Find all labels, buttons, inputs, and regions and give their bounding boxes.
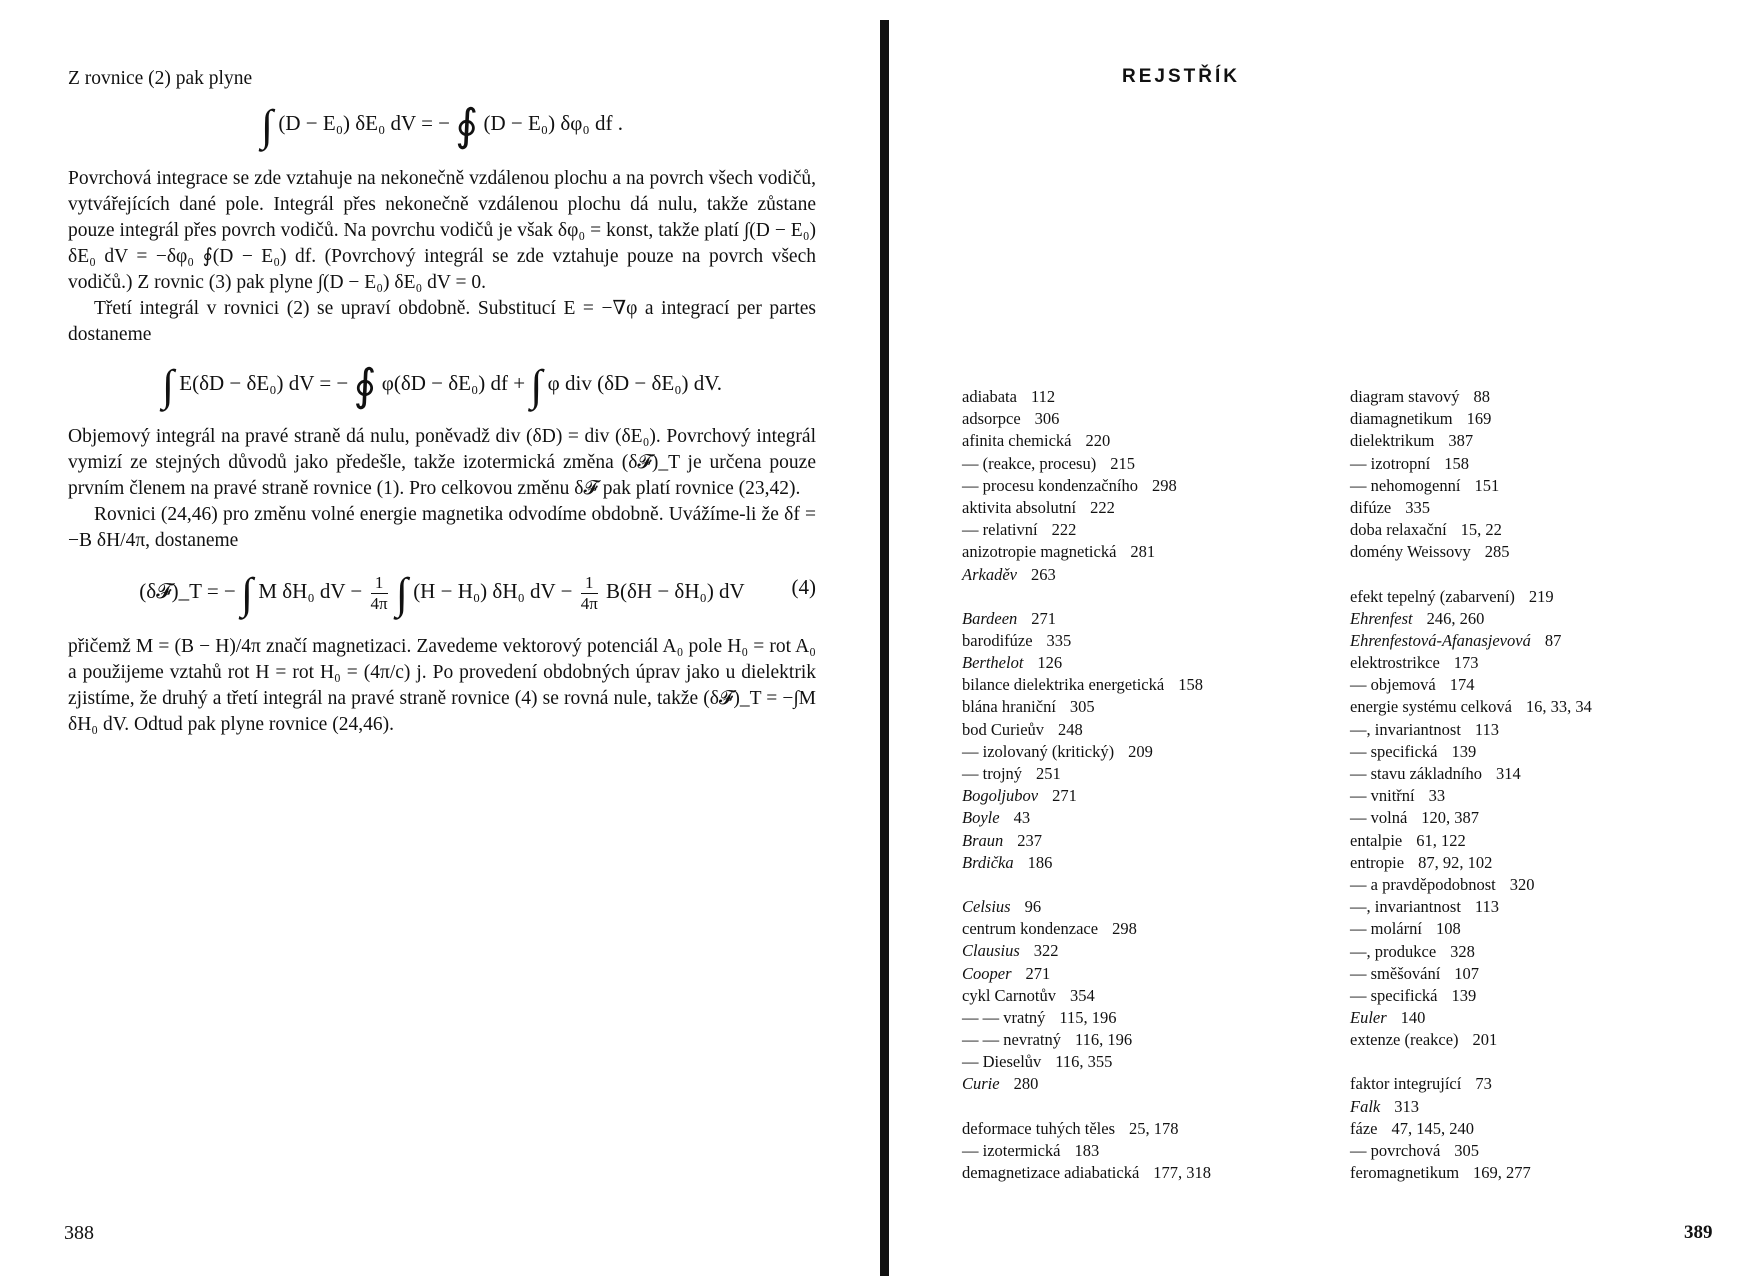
index-entry [1350, 719, 1730, 741]
index-pages: 271 [1052, 786, 1077, 806]
index-pages: 139 [1451, 985, 1477, 1005]
index-pages: 271 [1025, 963, 1051, 983]
index-entry [1350, 874, 1730, 896]
index-pages: 113 [1474, 719, 1500, 739]
index-term: entalpie [1350, 830, 1403, 850]
fraction [371, 573, 388, 614]
index-term: afinita chemická [962, 431, 1072, 451]
index-pages: 25, 178 [1129, 1118, 1179, 1138]
index-pages: 201 [1472, 1030, 1498, 1050]
index-pages: 126 [1037, 653, 1063, 673]
index-term: —, invariantnost [1350, 719, 1461, 739]
index-term: blána hraniční [962, 697, 1056, 717]
fraction [581, 573, 598, 614]
index-pages: 314 [1495, 764, 1521, 783]
fraction-denominator: 4π [580, 593, 598, 613]
index-term: — nehomogenní [1350, 475, 1461, 495]
index-pages: 139 [1451, 741, 1477, 761]
index-entry [1350, 1073, 1730, 1095]
index-entry [962, 630, 1322, 652]
index-term: Bogoljubov [962, 786, 1039, 806]
index-pages: 61, 122 [1416, 830, 1466, 850]
index-entry [962, 453, 1322, 475]
fraction-numerator: 1 [371, 573, 388, 594]
index-pages: 354 [1069, 985, 1095, 1005]
index-term: — (reakce, procesu) [962, 453, 1097, 473]
index-term: bod Curieův [962, 719, 1045, 739]
equation-3-part-a: (δ𝓕)_T = − [139, 579, 236, 603]
index-pages: 158 [1178, 675, 1203, 695]
index-term: barodifúze [962, 630, 1033, 650]
index-term: feromagnetikum [1350, 1163, 1460, 1183]
index-entry [962, 541, 1322, 563]
index-term: Curie [962, 1074, 1000, 1094]
index-pages: 115, 196 [1059, 1007, 1117, 1027]
index-pages: 112 [1030, 387, 1056, 406]
intro-line: Z rovnice (2) pak plyne [68, 68, 253, 89]
index-entry [962, 1140, 1322, 1162]
index-pages: 219 [1528, 586, 1554, 606]
index-entry [1350, 1140, 1730, 1162]
index-term: elektrostrikce [1350, 653, 1440, 673]
index-column-1 [962, 386, 1322, 1184]
index-pages: 140 [1400, 1008, 1426, 1028]
equation-1 [68, 101, 816, 150]
index-entry [1350, 453, 1730, 475]
index-pages: 113 [1474, 897, 1500, 917]
index-entry [962, 408, 1322, 430]
index-pages: 335 [1046, 630, 1072, 650]
index-entry [1350, 475, 1730, 497]
index-entry [1350, 807, 1730, 829]
index-term: Cooper [962, 963, 1012, 983]
index-entry [1350, 541, 1730, 563]
index-pages: 120, 387 [1421, 808, 1480, 828]
index-pages: 107 [1454, 963, 1480, 983]
index-pages: 173 [1453, 653, 1479, 673]
paragraph-2: Třetí integrál v rovnici (2) se upraví obdobně. Substitucí E = −∇φ a integrací per partes dostaneme [68, 298, 816, 345]
equation-3 [68, 569, 816, 618]
index-term: faktor integrující [1350, 1074, 1462, 1094]
index-entry [1350, 408, 1730, 430]
index-pages: 237 [1017, 830, 1042, 850]
index-term: Boyle [962, 808, 1000, 828]
index-term: Berthelot [962, 653, 1024, 673]
index-entry [1350, 586, 1730, 608]
index-pages: 313 [1394, 1096, 1419, 1116]
index-pages: 209 [1128, 741, 1153, 761]
index-entry [1350, 830, 1730, 852]
index-term: — specifická [1350, 985, 1438, 1005]
index-pages: 281 [1130, 542, 1156, 562]
index-entry [962, 475, 1322, 497]
index-term: aktivita absolutní [962, 497, 1077, 517]
index-entry [1350, 918, 1730, 940]
index-entry [962, 1073, 1322, 1095]
index-term: — směšování [1350, 963, 1441, 983]
index-entry [962, 741, 1322, 763]
index-pages: 87, 92, 102 [1418, 852, 1493, 872]
index-pages: 220 [1085, 431, 1111, 451]
index-pages: 271 [1031, 608, 1057, 628]
index-term: adsorpce [962, 409, 1021, 429]
index-entry [1350, 1029, 1730, 1051]
index-term: Ehrenfestová-Afanasjevová [1350, 630, 1531, 650]
index-term: entropie [1350, 852, 1405, 872]
equation-2-part-b: φ(δD − δE₀) df + [381, 371, 526, 395]
index-pages: 222 [1090, 497, 1115, 517]
text-column [68, 66, 816, 738]
index-term: Clausius [962, 941, 1020, 961]
index-term: Euler [1350, 1008, 1387, 1028]
equation-number: (4) [791, 575, 816, 599]
fraction-denominator: 4π [370, 593, 388, 613]
index-pages: 320 [1509, 874, 1535, 894]
index-term: — trojný [962, 764, 1023, 783]
index-entry [962, 985, 1322, 1007]
index-pages: 116, 196 [1074, 1030, 1133, 1050]
index-entry [962, 1029, 1322, 1051]
index-entry [1350, 608, 1730, 630]
contour-integral-sign: ∮ [353, 361, 377, 410]
contour-integral-sign: ∮ [455, 101, 479, 150]
index-term: — izotropní [1350, 453, 1431, 473]
equation-3-part-c: (H − H₀) δH₀ dV − [413, 579, 573, 603]
index-entry [1350, 941, 1730, 963]
index-pages: 305 [1454, 1141, 1480, 1160]
index-pages: 298 [1112, 919, 1137, 939]
index-pages: 108 [1435, 919, 1461, 939]
index-term: — Dieselův [962, 1052, 1042, 1072]
index-term: adiabata [962, 387, 1017, 406]
index-term: — — vratný [962, 1007, 1046, 1027]
index-pages: 169, 277 [1473, 1163, 1531, 1183]
index-pages: 306 [1034, 409, 1060, 429]
index-term: — procesu kondenzačního [962, 475, 1138, 495]
index-entry [962, 918, 1322, 940]
index-term: — relativní [962, 520, 1038, 540]
index-pages: 73 [1475, 1074, 1492, 1094]
index-term: — stavu základního [1350, 764, 1482, 783]
index-pages: 43 [1013, 808, 1031, 828]
index-pages: 96 [1024, 896, 1042, 916]
index-term: — molární [1350, 919, 1422, 939]
index-pages: 322 [1033, 941, 1059, 961]
index-term: diamagnetikum [1350, 409, 1453, 429]
index-entry [1350, 763, 1730, 785]
equation-1-lhs: (D − E₀) δE₀ dV = − [278, 111, 451, 135]
index-term: domény Weissovy [1350, 542, 1471, 562]
index-term: anizotropie magnetická [962, 542, 1117, 562]
index-pages: 16, 33, 34 [1525, 697, 1592, 717]
index-entry [1350, 1162, 1730, 1184]
index-entry [962, 785, 1322, 807]
index-entry [1350, 1096, 1730, 1118]
index-pages: 251 [1036, 764, 1061, 783]
page-number-left: 388 [64, 1222, 94, 1244]
index-term: Falk [1350, 1096, 1381, 1116]
index-entry [962, 963, 1322, 985]
equation-3-part-b: M δH₀ dV − [258, 579, 363, 603]
index-pages: 280 [1013, 1074, 1039, 1094]
index-entry [962, 1118, 1322, 1140]
index-term: Brdička [962, 852, 1014, 872]
index-entry [962, 1007, 1322, 1029]
index-entry [962, 608, 1322, 630]
index-pages: 285 [1484, 542, 1510, 562]
index-pages: 215 [1110, 453, 1135, 473]
index-entry [1350, 963, 1730, 985]
index-pages: 246, 260 [1426, 608, 1485, 628]
index-title: REJSTŘÍK [1122, 66, 1240, 87]
index-entry [1350, 430, 1730, 452]
index-pages: 158 [1444, 453, 1469, 473]
index-term: — povrchová [1350, 1141, 1441, 1160]
index-entry [1350, 497, 1730, 519]
index-entry [962, 386, 1322, 408]
index-term: efekt tepelný (zabarvení) [1350, 586, 1515, 606]
index-pages: 387 [1448, 431, 1474, 451]
index-term: diagram stavový [1350, 387, 1460, 406]
index-entry [962, 1162, 1322, 1184]
index-term: — vnitřní [1350, 786, 1415, 806]
index-pages: 186 [1027, 852, 1053, 872]
integral-sign: ∫ [241, 569, 254, 618]
equation-2 [68, 361, 816, 410]
index-entry [1350, 896, 1730, 918]
index-pages: 151 [1474, 475, 1500, 495]
index-term: bilance dielektrika energetická [962, 675, 1165, 695]
paragraph-5: přičemž M = (B − H)/4π značí magnetizaci. Zavedeme vektorový potenciál A₀ pole H₀ = rot A₀ a použijeme vztahů rot H = rot H₀ = (4π/c) j. Po provedení obdobných úprav jako u dielektrik zjistíme, že druhý a třetí integrál na pravé straně rovnice (4) se rovná nule, takže (δ𝓕)_T = −∫M δH₀ dV. Odtud pak plyne rovnice (24,46). [68, 636, 816, 735]
equation-2-part-c: φ div (δD − δE₀) dV. [547, 371, 723, 395]
index-term: Celsius [962, 896, 1011, 916]
index-pages: 15, 22 [1460, 520, 1502, 540]
index-pages: 328 [1450, 941, 1475, 961]
index-term: — objemová [1350, 675, 1436, 695]
index-entry [962, 807, 1322, 829]
index-pages: 169 [1466, 409, 1492, 429]
index-pages: 263 [1030, 564, 1056, 584]
index-term: Ehrenfest [1350, 608, 1413, 628]
index-entry [962, 430, 1322, 452]
index-term: Bardeen [962, 608, 1018, 628]
equation-3-part-d: B(δH − δH₀) dV [606, 579, 745, 603]
index-term: — specifická [1350, 741, 1438, 761]
index-entry [962, 830, 1322, 852]
index-pages: 47, 145, 240 [1391, 1118, 1474, 1138]
index-entry [1350, 696, 1730, 718]
index-pages: 174 [1449, 675, 1475, 695]
index-entry [962, 519, 1322, 541]
index-pages: 183 [1074, 1140, 1100, 1160]
integral-sign: ∫ [530, 361, 543, 410]
index-term: — volná [1350, 808, 1408, 828]
index-term: —, produkce [1350, 941, 1437, 961]
index-entry [962, 696, 1322, 718]
index-entry [1350, 630, 1730, 652]
paragraph-4: Rovnici (24,46) pro změnu volné energie magnetika odvodíme obdobně. Uvážíme-li že δf = −B δH/4π, dostaneme [68, 504, 816, 551]
index-pages: 33 [1428, 786, 1446, 806]
index-entry [962, 763, 1322, 785]
index-entry [1350, 785, 1730, 807]
index-term: doba relaxační [1350, 520, 1447, 540]
integral-sign: ∫ [261, 101, 274, 150]
integral-sign: ∫ [395, 569, 408, 618]
index-term: — — nevratný [962, 1030, 1061, 1050]
index-entry [1350, 386, 1730, 408]
fraction-numerator: 1 [581, 573, 598, 594]
index-entry [1350, 985, 1730, 1007]
equation-1-rhs: (D − E₀) δφ₀ df . [483, 111, 623, 135]
index-entry [1350, 652, 1730, 674]
index-pages: 335 [1405, 497, 1430, 517]
index-term: difúze [1350, 497, 1392, 517]
index-entry [1350, 519, 1730, 541]
index-pages: 116, 355 [1055, 1052, 1113, 1072]
index-entry [962, 674, 1322, 696]
index-pages: 222 [1051, 520, 1077, 540]
paragraph-1: Povrchová integrace se zde vztahuje na nekonečně vzdálenou plochu a na povrch všech vodičů, vytvářejících dané pole. Integrál přes nekonečně vzdálenou plochu dá nulu, takže zůstane pouze integrál přes povrch vodičů. Na povrchu vodičů je však δφ₀ = konst, takže platí ∫(D − E₀) δE₀ dV = −δφ₀ ∮(D − E₀) df. (Povrchový integrál se zde vztahuje pouze na povrch všech vodičů.) Z rovnic (3) pak plyne ∫(D − E₀) δE₀ dV = 0. [68, 168, 816, 293]
index-column-2 [1350, 386, 1730, 1184]
index-entry [1350, 741, 1730, 763]
index-pages: 177, 318 [1153, 1163, 1212, 1182]
index-term: centrum kondenzace [962, 919, 1099, 939]
paragraph-3: Objemový integrál na pravé straně dá nulu, poněvadž div (δD) = div (δE₀). Povrchový integrál vymizí ze stejných důvodů jako předešle, takže izotermická změna (δ𝓕)_T je určena pouze prvním členem na pravé straně rovnice (1). Pro celkovou změnu δ𝓕 pak platí rovnice (23,42). [68, 426, 816, 499]
index-entry [1350, 852, 1730, 874]
page-number-right: 389 [1684, 1222, 1713, 1243]
index-term: — a pravděpodobnost [1350, 874, 1496, 894]
index-entry [962, 1051, 1322, 1073]
index-term: energie systému celková [1350, 697, 1512, 717]
index-term: — izotermická [962, 1140, 1061, 1160]
index-entry [1350, 1118, 1730, 1140]
index-pages: 298 [1151, 475, 1177, 495]
index-pages: 88 [1473, 387, 1491, 406]
index-entry [962, 940, 1322, 962]
index-entry [962, 852, 1322, 874]
index-pages: 248 [1058, 719, 1083, 739]
index-entry [962, 896, 1322, 918]
index-entry [1350, 674, 1730, 696]
index-term: Braun [962, 830, 1004, 850]
index-entry [962, 564, 1322, 586]
index-pages: 305 [1069, 697, 1095, 717]
index-entry [962, 719, 1322, 741]
index-term: —, invariantnost [1350, 897, 1461, 917]
index-pages: 87 [1544, 630, 1562, 650]
index-term: Arkaděv [962, 564, 1017, 584]
equation-2-part-a: E(δD − δE₀) dV = − [179, 371, 349, 395]
integral-sign: ∫ [161, 361, 175, 410]
index-entry [962, 497, 1322, 519]
index-term: dielektrikum [1350, 431, 1435, 451]
index-term: — izolovaný (kritický) [962, 741, 1115, 761]
index-term: cykl Carnotův [962, 985, 1056, 1005]
index-term: demagnetizace adiabatická [962, 1163, 1140, 1182]
index-entry [1350, 1007, 1730, 1029]
index-entry [962, 652, 1322, 674]
index-term: deformace tuhých těles [962, 1118, 1116, 1138]
book-gutter [880, 20, 889, 1276]
index-term: fáze [1350, 1118, 1378, 1138]
index-term: extenze (reakce) [1350, 1030, 1459, 1050]
